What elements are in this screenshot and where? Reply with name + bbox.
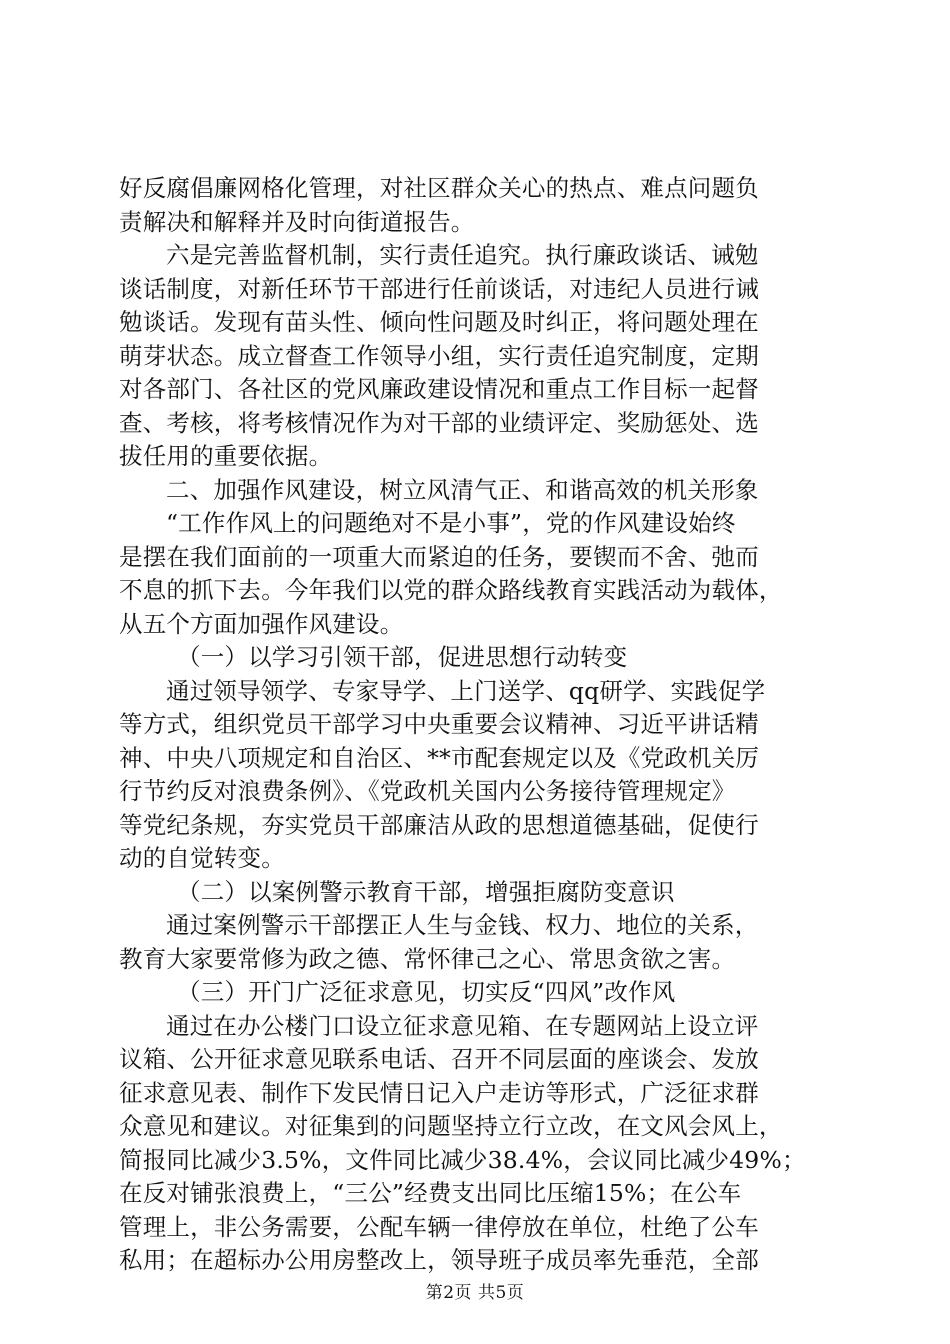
text-line: 等党纪条规，夯实党员干部廉洁从政的思想道德基础，促使行 xyxy=(119,810,759,839)
paragraph-start: “工作作风上的问题绝对不是小事”，党的作风建设始终 xyxy=(166,509,736,537)
text-line: 议箱、公开征求意见联系电话、召开不同层面的座谈会、发放 xyxy=(119,1045,759,1073)
text-line: 简报同比减少3.5%，文件同比减少38.4%，会议同比减少49%； xyxy=(119,1145,806,1174)
text-line: 好反腐倡廉网格化管理，对社区群众关心的热点、难点问题负 xyxy=(119,174,759,202)
subsection-heading: （二）以案例警示教育干部，增强拒腐防变意识 xyxy=(177,877,675,906)
text-line: 萌芽状态。成立督查工作领导小组，实行责任追究制度，定期 xyxy=(119,341,759,370)
text-line: 查、考核，将考核情况作为对干部的业绩评定、奖励惩处、选 xyxy=(119,408,759,437)
subsection-heading: （一）以学习引领干部，促进思想行动转变 xyxy=(177,643,628,671)
text-line: 征求意见表、制作下发民情日记入户走访等形式，广泛征求群 xyxy=(119,1078,759,1107)
section-heading: 二、加强作风建设，树立风清气正、和谐高效的机关形象 xyxy=(166,475,759,504)
text-line: 从五个方面加强作风建设。 xyxy=(119,609,404,638)
text-line: 私用；在超标办公用房整改上，领导班子成员率先垂范，全部 xyxy=(119,1246,759,1274)
subsection-heading: （三）开门广泛征求意见，切实反“四风”改作风 xyxy=(177,978,676,1006)
text-line: 行节约反对浪费条例》、《党政机关国内公务接待管理规定》 xyxy=(119,777,736,805)
document-body xyxy=(119,172,839,1278)
text-line: 管理上，非公务需要，公配车辆一律停放在单位，杜绝了公车 xyxy=(119,1212,759,1241)
paragraph-start: 通过领导领学、专家导学、上门送学、qq研学、实践促学 xyxy=(166,676,766,705)
text-line: 勉谈话。发现有苗头性、倾向性问题及时纠正，将问题处理在 xyxy=(119,308,759,336)
text-line: 拔任用的重要依据。 xyxy=(119,442,333,470)
text-line: 责解决和解释并及时向街道报告。 xyxy=(119,207,475,236)
paragraph-start: 六是完善监督机制，实行责任追究。执行廉政谈话、诫勉 xyxy=(166,241,759,269)
text-line: 动的自觉转变。 xyxy=(119,844,285,872)
text-line: 神、中央八项规定和自治区、**市配套规定以及《党政机关厉 xyxy=(119,743,760,772)
paragraph-start: 通过在办公楼门口设立征求意见箱、在专题网站上设立评 xyxy=(166,1011,759,1040)
text-line: 不息的抓下去。今年我们以党的群众路线教育实践活动为载体， xyxy=(119,576,783,604)
text-line: 教育大家要常修为政之德、常怀律己之心、常思贪欲之害。 xyxy=(119,944,736,973)
text-line: 在反对铺张浪费上，“三公”经费支出同比压缩15%；在公车 xyxy=(119,1179,742,1207)
text-line: 对各部门、各社区的党风廉政建设情况和重点工作目标一起督 xyxy=(119,375,759,403)
text-line: 谈话制度，对新任环节干部进行任前谈话，对违纪人员进行诫 xyxy=(119,274,759,303)
page-number-footer: 第2页 共5页 xyxy=(425,1283,525,1303)
paragraph-start: 通过案例警示干部摆正人生与金钱、权力、地位的关系， xyxy=(166,911,759,939)
text-line: 众意见和建议。对征集到的问题坚持立行立改，在文风会风上， xyxy=(119,1112,783,1140)
text-line: 是摆在我们面前的一项重大而紧迫的任务，要锲而不舍、弛而 xyxy=(119,542,759,571)
text-line: 等方式，组织党员干部学习中央重要会议精神、习近平讲话精 xyxy=(119,710,759,738)
